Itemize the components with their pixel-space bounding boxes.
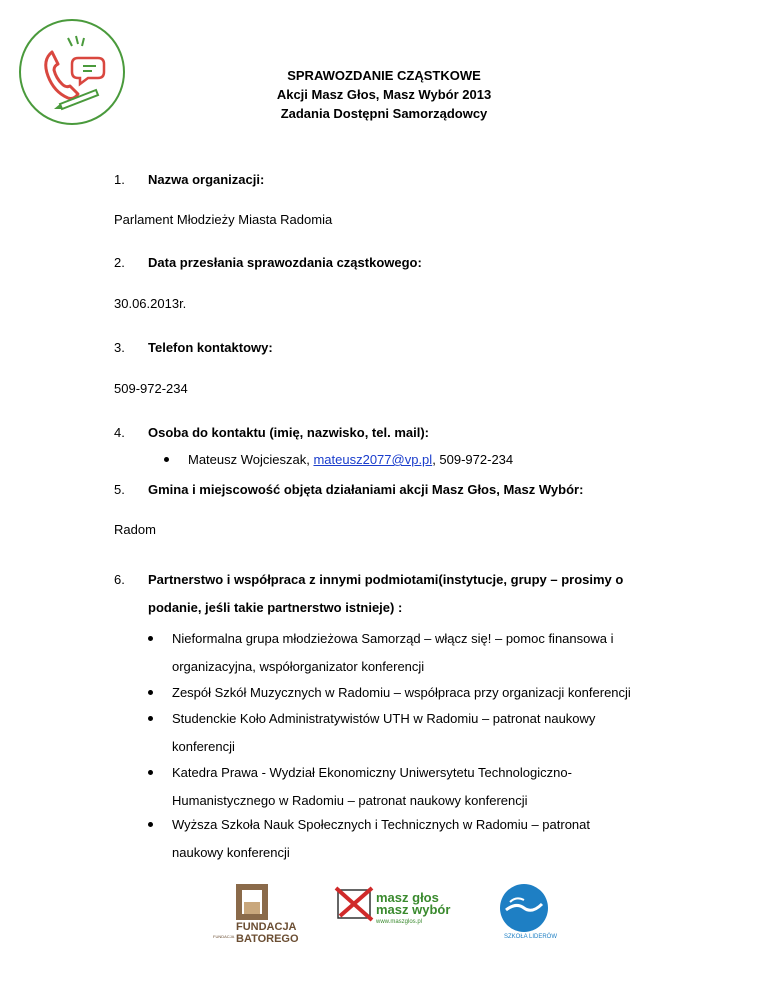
contact-phone: 509-972-234 [114,381,188,396]
title-line-2: Akcji Masz Głos, Masz Wybór 2013 [276,87,492,102]
submission-date: 30.06.2013r. [114,296,187,311]
mgmw-line-1: masz głos [376,890,439,905]
sponsor-logos [0,880,768,960]
partner-item: Wyższa Szkoła Nauk Społecznych i Technicznych w Radomiu – patronat naukowy konferencji [148,811,708,867]
section-2-heading: 2. Data przesłania sprawozdania cząstkowego: [114,255,422,270]
batory-logo-text-small: FUNDACJA [213,934,235,939]
batory-logo-text-top: FUNDACJA [236,921,297,933]
section-5-heading: 5. Gmina i miejscowość objęta działaniami akcji Masz Głos, Masz Wybór: [114,482,584,497]
mgmw-line-2: masz wybór [376,902,451,917]
mgmw-url: www.maszglos.pl [376,919,423,925]
fundacja-batorego-logo-icon [213,884,299,945]
section-6-heading: 6. Partnerstwo i współpraca z innymi podmiotami(instytucje, grupy – prosimy o podanie, jeśli takie partnerstwo istnieje) : [114,572,624,615]
contact-email-link[interactable]: mateusz2077@vp.pl [313,452,433,467]
document-title [0,66,768,123]
bullet-icon [148,690,153,695]
partner-item: Zespół Szkół Muzycznych w Radomiu – współpraca przy organizacji konferencji [148,679,708,707]
szkola-liderow-logo-icon [500,884,557,940]
partner-item: Katedra Prawa - Wydział Ekonomiczny Uniwersytetu Technologiczno- Humanistycznego w Radomiu – patronat naukowy konferencji [148,759,708,815]
title-line-1: SPRAWOZDANIE CZĄSTKOWE [287,68,481,83]
municipality: Radom [114,522,156,537]
bullet-icon [164,457,169,462]
batory-logo-text-bottom: BATOREGO [236,933,299,945]
partner-item: Studenckie Koło Administratywistów UTH w Radomiu – patronat naukowy konferencji [148,705,708,761]
bullet-icon [148,822,153,827]
bullet-icon [148,636,153,641]
masz-glos-masz-wybor-logo-icon [336,888,450,925]
section-3-heading: 3. Telefon kontaktowy: [114,340,273,355]
szkola-liderow-text: SZKOŁA LIDERÓW [504,934,558,940]
section-4-heading: 4. Osoba do kontaktu (imię, nazwisko, tel. mail): [114,425,429,440]
partner-item: Nieformalna grupa młodzieżowa Samorząd – włącz się! – pomoc finansowa i organizacyjna, współorganizator konferencji [148,625,708,681]
title-line-3: Zadania Dostępni Samorządowcy [280,106,488,121]
bullet-icon [148,716,153,721]
section-1-heading: 1. Nazwa organizacji: [114,172,265,187]
contact-person-item: Mateusz Wojcieszak, mateusz2077@vp.pl, 509-972-234 [164,446,708,474]
organization-name: Parlament Młodzieży Miasta Radomia [114,212,333,227]
bullet-icon [148,770,153,775]
